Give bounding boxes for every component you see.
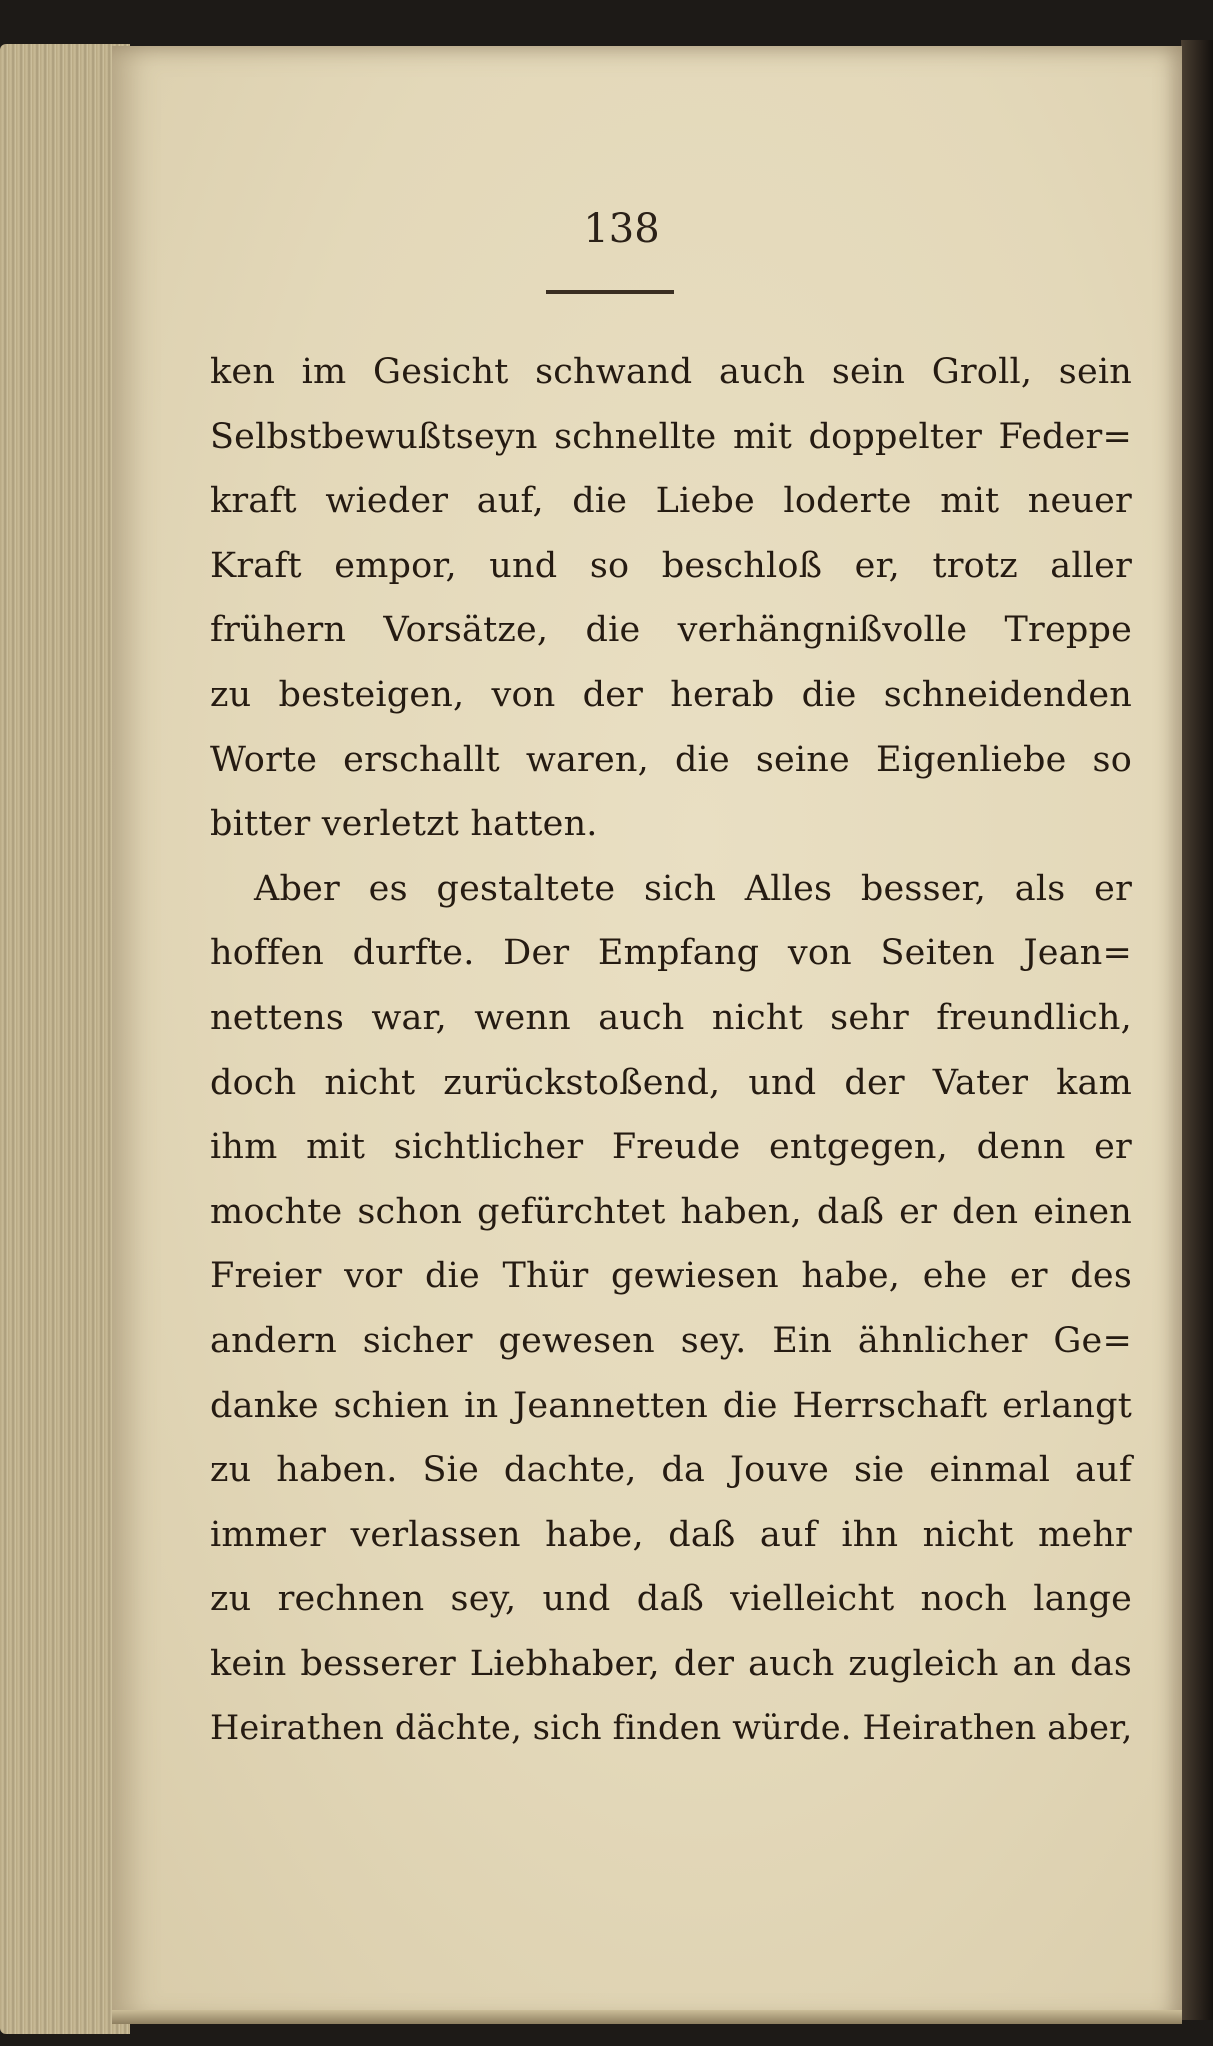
text-line: danke schien in Jeannetten die Herrschaft erlangt [210,1385,1132,1426]
page-bottom-edge [112,2010,1182,2024]
text-line: kraft wieder auf, die Liebe loderte mit neuer [210,481,1132,522]
text-line: Worte erschallt waren, die seine Eigenliebe so [210,739,1132,780]
text-line: zu haben. Sie dachte, da Jouve sie einmal auf [210,1450,1132,1491]
text-line: Kraft empor, und so beschloß er, trotz aller [210,545,1132,586]
text-line: ken im Gesicht schwand auch sein Groll, sein [210,352,1132,392]
text-line: zu besteigen, von der herab die schneidenden [210,674,1132,715]
text-line: mochte schon gefürchtet haben, daß er den einen [210,1191,1132,1232]
text-line: frühern Vorsätze, die verhängnißvolle Treppe [210,610,1132,651]
header-rule [546,290,674,294]
text-line: nettens war, wenn auch nicht sehr freundlich, [210,997,1132,1038]
text-line: Aber es gestaltete sich Alles besser, als er [254,868,1132,909]
text-line: ihm mit sichtlicher Freude entgegen, denn er [210,1127,1132,1168]
text-line: doch nicht zurückstoßend, und der Vater kam [210,1062,1132,1103]
text-line: zu rechnen sey, und daß vielleicht noch lange [210,1579,1132,1620]
text-line: bitter verletzt hatten. [210,804,598,845]
page-edges [0,44,130,2034]
text-line: immer verlassen habe, daß auf ihn nicht mehr [210,1514,1132,1555]
page-number: 138 [583,206,660,252]
book-binding [1181,40,1213,2020]
text-line: kein besserer Liebhaber, der auch zugleich an das [210,1643,1132,1684]
text-line: Selbstbewußtseyn schnellte mit doppelter Feder= [210,416,1132,457]
text-line: Freier vor die Thür gewiesen habe, ehe er des [210,1256,1132,1297]
text-line: andern sicher gewesen sey. Ein ähnlicher Ge= [210,1320,1132,1361]
text-line: Heirathen dächte, sich finden würde. Heirathen aber, [210,1708,1133,1748]
body-text [210,340,1132,1761]
text-line: hoffen durfte. Der Empfang von Seiten Jean= [210,933,1132,974]
